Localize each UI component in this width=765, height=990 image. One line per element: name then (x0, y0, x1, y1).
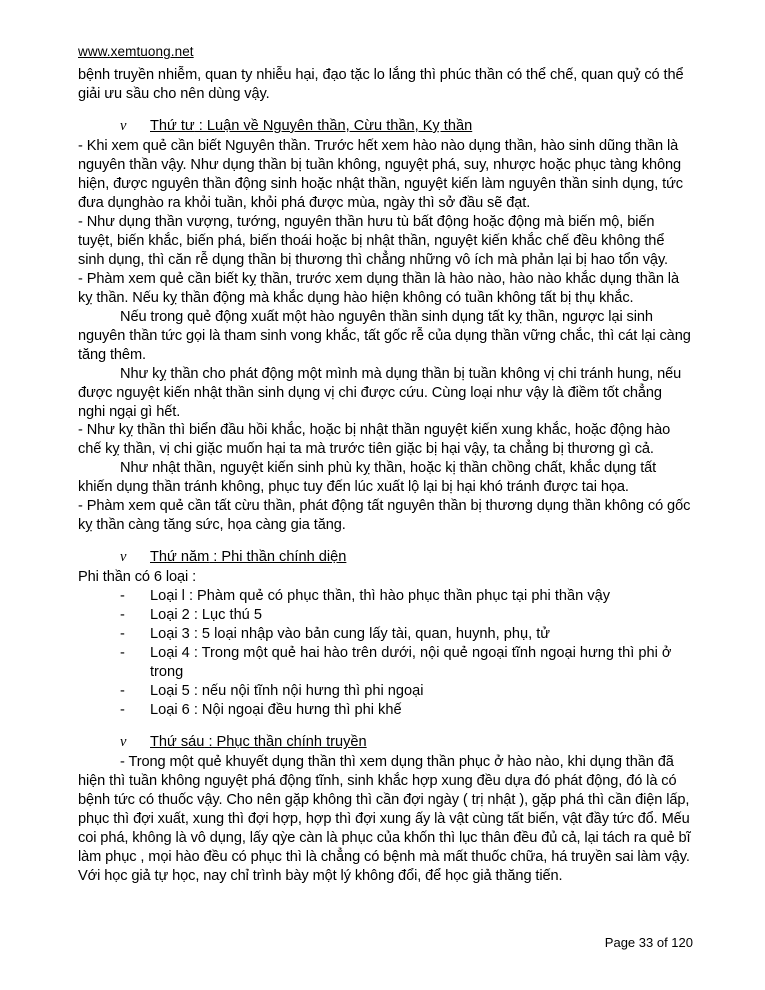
paragraph-thu-tu-6: - Như kỵ thần thì biển đầu hồi khắc, hoặc bị nhật thần nguyệt kiến xung khắc, hoặc động hào chế kỵ thần, vị chi giặc muốn hại ta mà trước tiên giặc bị hại vậy, ta chẳng bị thương gì cả. (78, 422, 671, 458)
section-title-thu-nam (150, 549, 346, 565)
bullet-v-icon: v (120, 549, 127, 566)
bullet-v-icon: v (120, 117, 127, 134)
list-item (120, 625, 693, 644)
section-title-thu-sau-underlined: Thứ sáu (150, 734, 205, 751)
paragraph-thu-tu-7: Như nhật thần, nguyệt kiến sinh phù kỵ thần, hoặc kị thần chồng chất, khắc dụng tất khiến dụng thần tránh không, phục tuy đến lúc xuất lộ lại bị hại khó tránh được tai họa. (78, 460, 657, 496)
list-item (120, 606, 693, 625)
section-title-thu-nam-underlined: Thứ năm (150, 549, 210, 566)
list-item (120, 701, 693, 720)
intro-paragraph: bệnh truyền nhiễm, quan ty nhiễu hại, đạo tặc lo lắng thì phúc thần có thể chế, quan quỷ có thể giải ưu sầu cho nên dùng vậy. (78, 67, 684, 102)
dash-marker: - (120, 626, 125, 643)
spacer (78, 104, 693, 118)
dash-marker: - (120, 588, 125, 605)
list-item-label: Loại 2 : Lục thú 5 (150, 607, 262, 624)
bullet-v-icon: v (120, 734, 127, 751)
paragraph-thu-tu-1: - Khi xem quẻ cần biết Nguyên thần. Trước hết xem hào nào dụng thần, hào sinh dũng thần là nguyên thần vậy. Như dụng thần bị tuần không, nguyệt phá, suy, nhược hoặc phục tàng không hiện, được nguyên thần động sinh hoặc nhật thần, nguyệt kiến làm nguyên thần sinh dụng, tức đưa dụnghào ra khỏi tuần, khỏi phá được mùa, ngày thì sở đầu sẽ đạt. (78, 137, 683, 211)
section-heading-thu-sau (78, 734, 693, 751)
page-footer: Page 33 of 120 (604, 935, 693, 950)
section-title-thu-tu (150, 118, 472, 134)
section-title-thu-sau-rest: : Phục thần chính truyền (204, 734, 367, 751)
list-item-label: Loại 3 : 5 loại nhập vào bản cung lấy tài, quan, huynh, phụ, tử (150, 626, 551, 643)
lead-thu-nam: Phi thần có 6 loại : (78, 569, 197, 586)
section-title-thu-nam-rest: : Phi thần chính diện (209, 549, 347, 566)
dash-marker: - (120, 683, 125, 700)
phi-than-list (78, 587, 693, 720)
list-item (120, 644, 693, 682)
section-heading-thu-tu (78, 118, 693, 135)
section-heading-thu-nam (78, 549, 693, 566)
list-item (120, 682, 693, 701)
list-item (120, 587, 693, 606)
paragraph-thu-tu-5: Như kỵ thần cho phát động một mình mà dụng thần bị tuần không vị chi tránh hung, nếu được nguyệt kiến nhật thần sinh dụng vị chi được cứu. Cùng loại như vậy là điềm tốt chẳng nghi ngại gì hết. (78, 365, 682, 420)
dash-marker: - (120, 645, 125, 662)
paragraph-thu-tu-4: Nếu trong quẻ động xuất một hào nguyên thần sinh dụng tất kỵ thần, ngược lại sinh nguyên thần tức gọi là tham sinh vong khắc, tất gốc rễ của dụng thần vững chắc, thì cát lại càng tăng thêm. (78, 308, 691, 363)
list-item-label: Loại 6 : Nội ngoại đều hưng thì phi khế (150, 702, 402, 719)
list-item-label: Loại l : Phàm quẻ có phục thần, thì hào phục thần phục tại phi thần vậy (150, 588, 611, 605)
section-title-thu-tu-rest: : Luận về Nguyên thần, Cừu thần, Kỵ thần (194, 117, 473, 134)
paragraph-thu-tu-8: - Phàm xem quẻ cần tất cừu thần, phát động tất nguyên thần bị thương dụng thần không có gốc kỵ thần càng tăng sức, họa càng gia tăng. (78, 498, 691, 534)
spacer (78, 720, 693, 734)
paragraph-thu-tu-3: - Phàm xem quẻ cần biết kỵ thần, trước xem dụng thần là hào nào, hào nào khắc dụng thần là kỵ thần. Nếu kỵ thần động mà khắc dụng hào hiện không có tuần không tất bị thụ khắc. (78, 270, 679, 306)
list-item-label: Loại 4 : Trong một quẻ hai hào trên dưới, nội quẻ ngoại tĩnh ngoại hưng thì phi ở trong (150, 645, 672, 681)
paragraph-thu-sau: - Trong một quẻ khuyết dụng thần thì xem dụng thần phục ở hào nào, khi dụng thần đã hiện thì tuần không nguyệt phá động tĩnh, sinh khắc hợp xung đều dựa đó phát động, đó là có bệnh tức có thuốc vậy. Cho nên gặp không thì cần đợi ngày ( trị nhật ), gặp phá thì cần điện lấp, phục thì đợi xuất, xung thì đợi hợp, hợp thì đợi xung ấy là vật cùng tất biến, vật đầy tức đổ. Mếu coi phá, không là vô dụng, lấy qỳe càn là phục của khốn thì lục thân đều đủ cả, lại tách ra quẻ bĩ làm phục , mọi hào đều có phục thì là chẳng có bệnh mà mất thuốc chữa, há truyền sai làm vậy. Với học giả tự học, nay chỉ trình bày một lý không đổi, để học giả thăng tiến. (78, 754, 691, 884)
section-title-thu-tu-underlined: Thứ tư (150, 117, 195, 134)
section-title-thu-sau (150, 734, 367, 750)
site-url[interactable]: www.xemtuong.net (78, 44, 194, 59)
dash-marker: - (120, 702, 125, 719)
spacer (78, 535, 693, 549)
paragraph-thu-tu-2: - Như dụng thần vượng, tướng, nguyên thần hưu tù bất động hoặc động mà biến mộ, biến tuyệt, biến khắc, biến phá, biến thoái hoặc bị nhật thần, nguyệt kiến khắc chế đều không thể sinh dụng, thì căn rễ dụng thần bị thương thì chẳng những vô ích mà phản lại bị hao tổn vậy. (78, 213, 669, 268)
dash-marker: - (120, 607, 125, 624)
list-item-label: Loại 5 : nếu nội tĩnh nội hưng thì phi ngoại (150, 683, 424, 700)
